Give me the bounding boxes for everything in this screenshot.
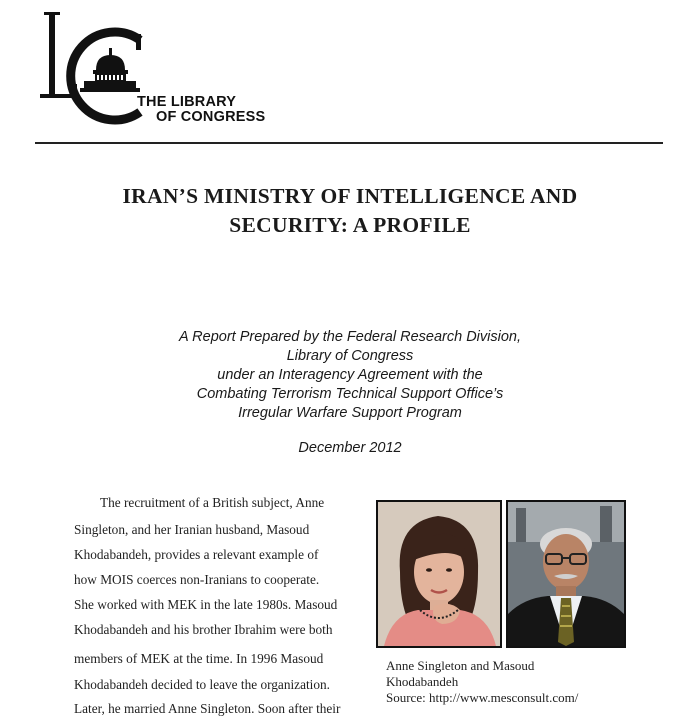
body-line: Khodabandeh and his brother Ibrahim were both	[74, 622, 333, 637]
photo-caption-line-2: Khodabandeh	[386, 674, 459, 689]
header-rule	[35, 142, 663, 144]
body-line: Khodabandeh decided to leave the organization.	[74, 677, 330, 692]
body-line: how MOIS coerces non-Iranians to cooperate.	[74, 572, 320, 587]
report-line: A Report Prepared by the Federal Research Division,	[179, 329, 521, 345]
photo-caption-source: Source: http://www.mesconsult.com/	[386, 690, 579, 705]
body-line: Singleton, and her Iranian husband, Masoud	[74, 522, 310, 537]
photo-anne-singleton	[376, 500, 502, 648]
report-line: Irregular Warfare Support Program	[238, 405, 462, 421]
report-date: December 2012	[298, 440, 402, 456]
document-title-line-1: IRAN’S MINISTRY OF INTELLIGENCE AND	[122, 184, 578, 208]
document-title-line-2: SECURITY: A PROFILE	[229, 213, 471, 237]
report-line: Library of Congress	[286, 348, 414, 364]
body-line: Khodabandeh, provides a relevant example of	[74, 547, 319, 562]
body-line: The recruitment of a British subject, Anne	[100, 495, 325, 510]
logo-name-line-2: OF CONGRESS	[156, 109, 266, 125]
library-of-congress-logo	[36, 8, 276, 126]
body-line: members of MEK at the time. In 1996 Masoud	[74, 651, 324, 666]
photo-masoud-khodabandeh	[506, 500, 626, 648]
report-line: Combating Terrorism Technical Support Office’s	[196, 386, 504, 402]
report-line: under an Interagency Agreement with the	[217, 367, 483, 383]
photo-caption-line-1: Anne Singleton and Masoud	[386, 658, 535, 673]
body-line: She worked with MEK in the late 1980s. Masoud	[74, 597, 338, 612]
logo-name-line-1: THE LIBRARY	[137, 94, 237, 110]
body-line: Later, he married Anne Singleton. Soon after their	[74, 701, 341, 716]
